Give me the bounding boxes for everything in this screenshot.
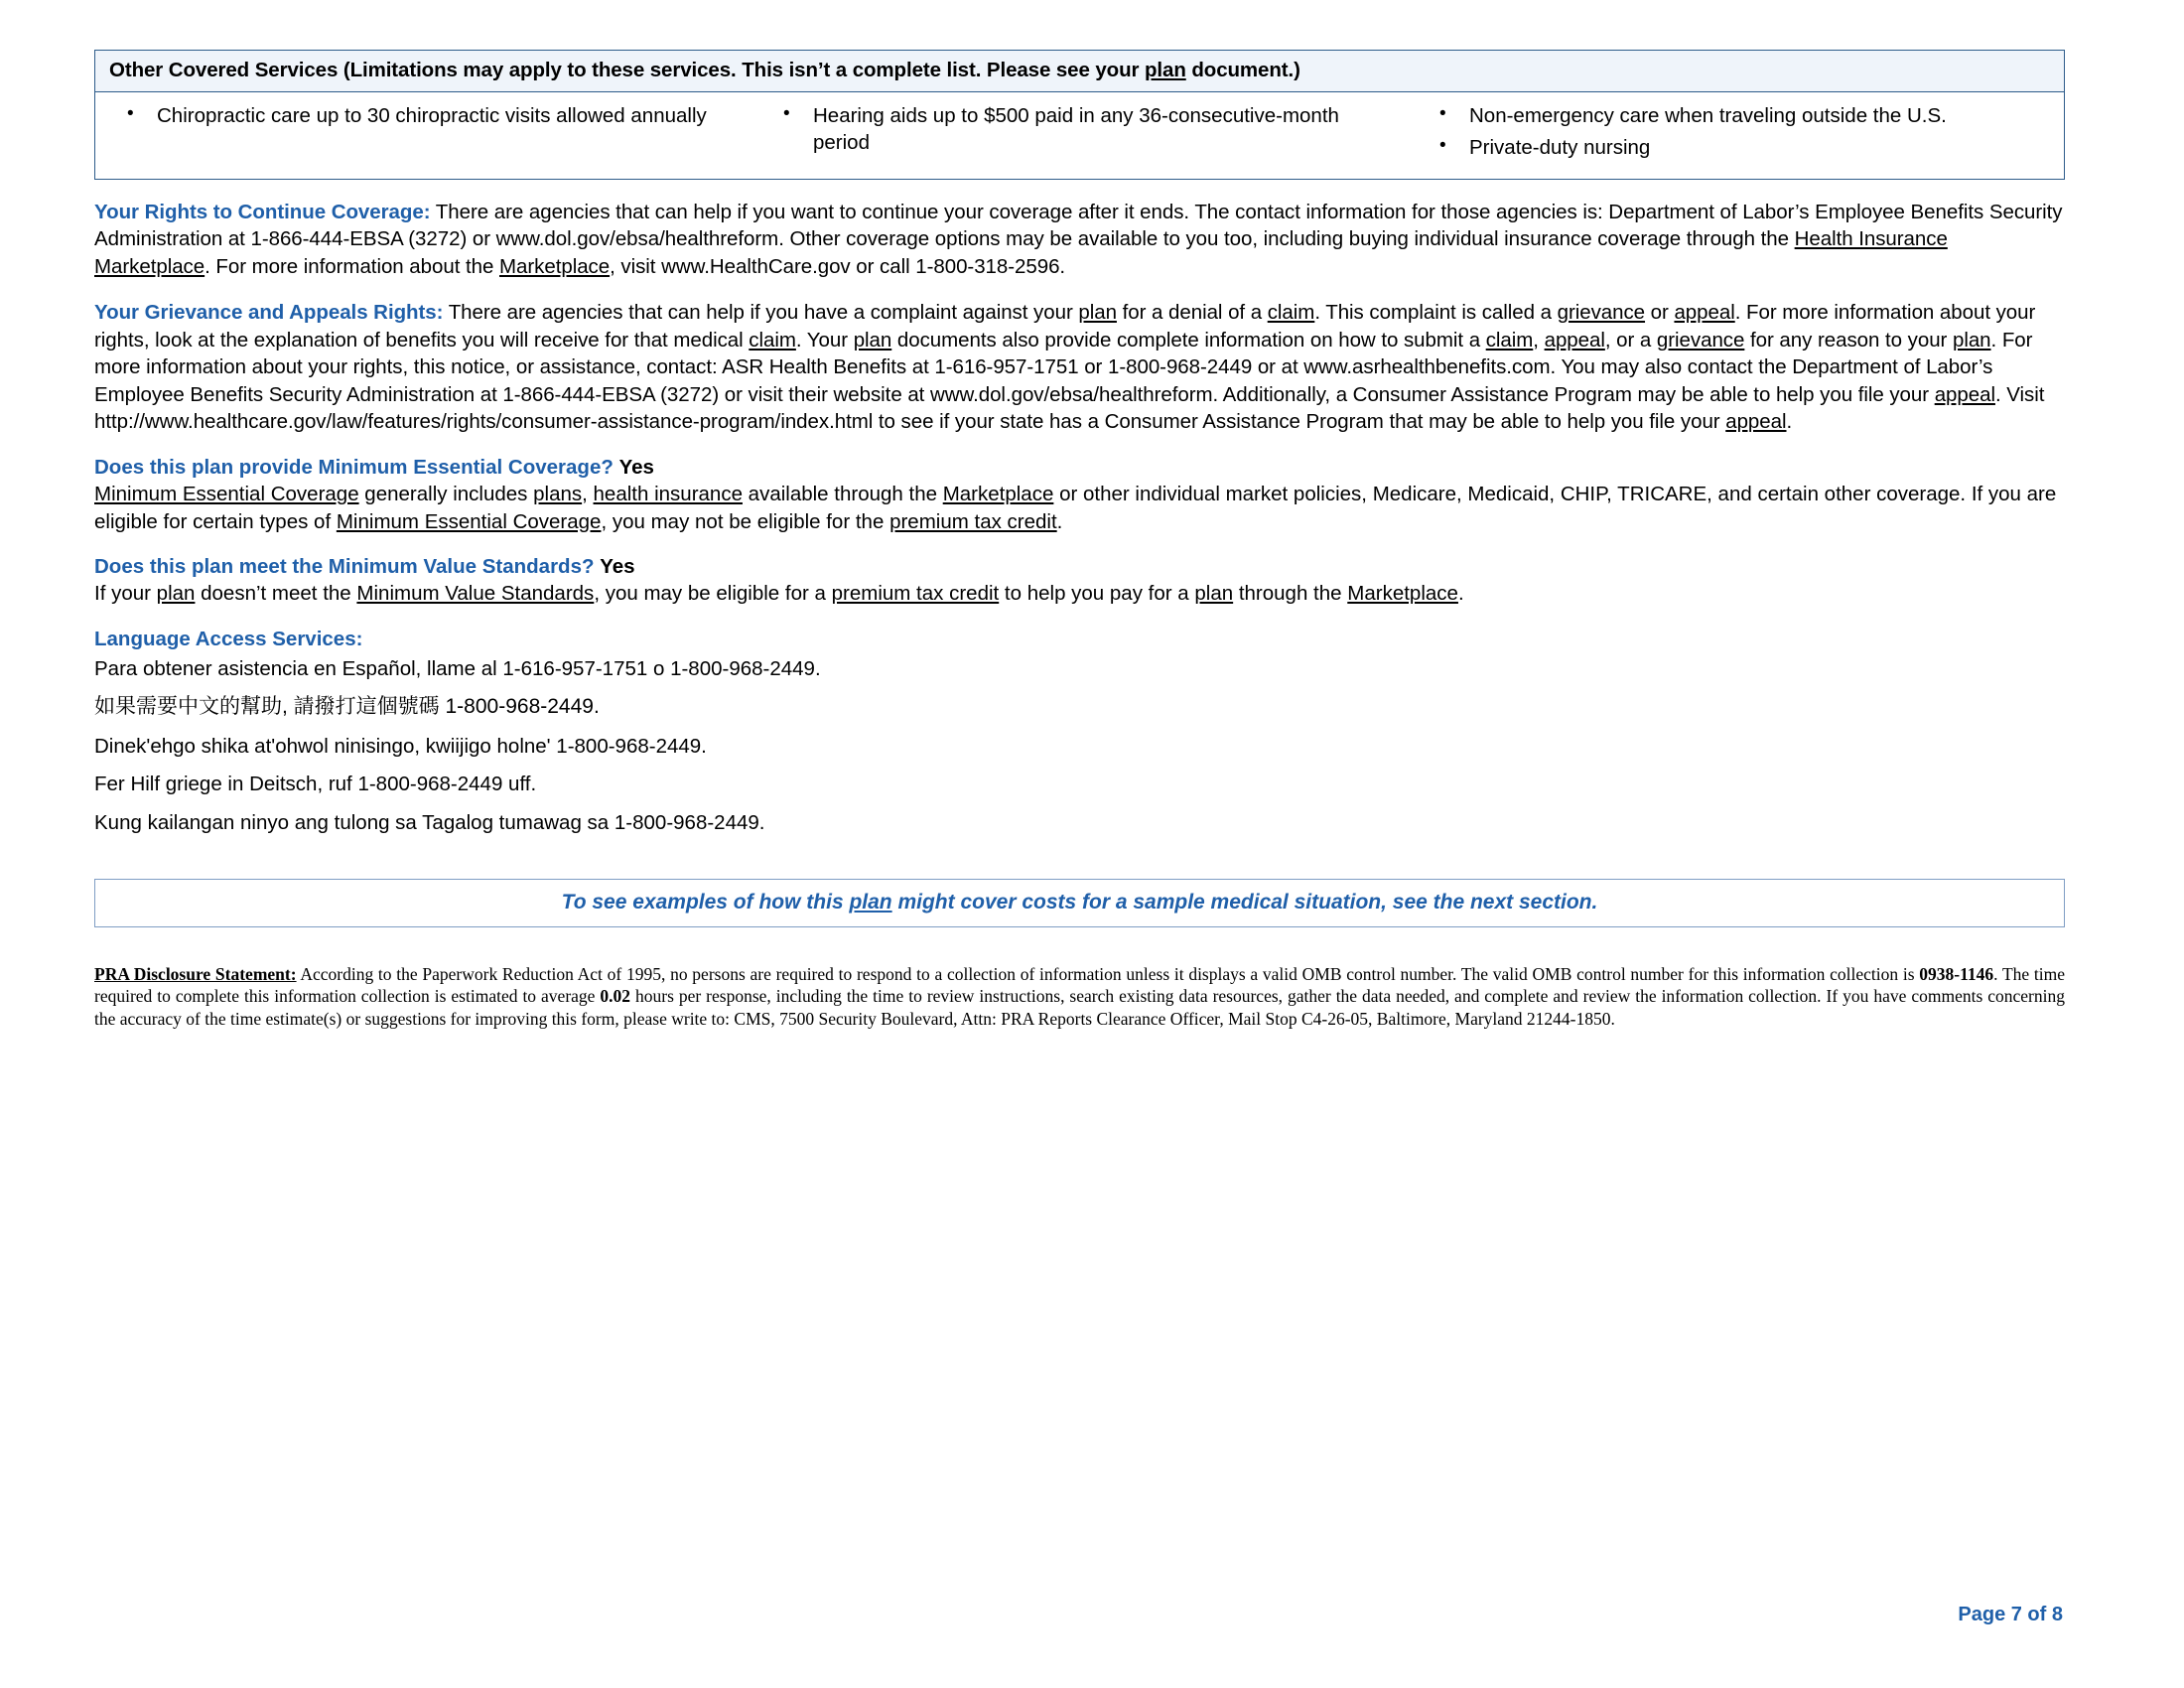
language-access-heading (94, 628, 2065, 651)
grievance-appeals-section (94, 299, 2065, 436)
ocs-column-3 (1408, 102, 2064, 167)
body-text: doesn’t meet the (195, 582, 357, 606)
marketplace-link: Marketplace (1347, 582, 1458, 606)
claim-link: claim (1267, 301, 1315, 325)
body-text: There are agencies that can help if you have a complaint against your (443, 301, 1079, 325)
section-heading: Your Rights to Continue Coverage: (94, 200, 431, 223)
list-item: • Non-emergency care when traveling outside the U.S. (1467, 102, 2048, 129)
other-covered-services-body (95, 92, 2064, 179)
grievance-link: grievance (1557, 301, 1646, 325)
body-text: documents also provide complete information on how to submit a (891, 328, 1486, 352)
minimum-value-standards-body (94, 580, 2065, 608)
pra-disclosure-statement (94, 963, 2065, 1031)
question-text: Does this plan meet the Minimum Value Standards? (94, 555, 595, 579)
list-item: • Hearing aids up to $500 paid in any 36-consecutive-month period (811, 102, 1392, 157)
body-text: or (1645, 301, 1675, 325)
section-heading: Language Access Services: (94, 627, 363, 650)
language-line-spanish: Para obtener asistencia en Español, llame al 1-616-957-1751 o 1-800-968-2449. (94, 656, 821, 680)
rights-to-continue-coverage-section (94, 199, 2065, 281)
plans-link: plans (533, 483, 583, 505)
body-text: , (582, 483, 594, 505)
plan-link: plan (1952, 328, 1991, 352)
body-text: According to the Paperwork Reduction Act of 1995, no persons are required to respond to a collection of information unless it displays a valid OMB control number. The valid OMB control number for this information collection is (296, 963, 1920, 984)
body-text: , (1533, 328, 1545, 352)
language-line-german: Fer Hilf griege in Deitsch, ruf 1-800-968-2449 uff. (94, 773, 537, 796)
body-text: for a denial of a (1116, 301, 1268, 325)
estimated-hours: 0.02 (600, 986, 631, 1007)
body-text: . Your (795, 328, 854, 352)
plan-link: plan (1194, 582, 1234, 606)
question-text: Does this plan provide Minimum Essential Coverage? (94, 456, 614, 479)
appeal-link: appeal (1674, 301, 1735, 325)
section-heading: Your Grievance and Appeals Rights: (94, 301, 444, 325)
answer-value: Yes (600, 555, 635, 579)
other-covered-services-box (94, 50, 2065, 180)
omb-control-number: 0938-1146 (1919, 963, 1994, 984)
body-text: If your (94, 582, 157, 606)
mec-link: Minimum Essential Coverage (336, 509, 602, 533)
body-text: . (1457, 582, 1464, 606)
callout-text (562, 891, 1598, 914)
other-covered-services-header (95, 51, 2064, 92)
body-text: or other individual market policies, Medicare, Medicaid, CHIP, TRICARE, and certain other coverage. If you are eligible for certain types of (94, 483, 2057, 533)
body-text: . This complaint is called a (1314, 301, 1558, 325)
body-text: . For more information about your rights, this notice, or assistance, contact: ASR Health Benefits at 1-616-957-1751 or 1-800-968-2449 or at www.asrhealthbenefits.com. You may also contact the Department of Labor’s Employee Benefits Security Administration at 1-866-444-EBSA (3272) or visit their website at www.dol.gov/ebsa/healthreform. Additionally, a Consumer Assistance Program may be able to help you file your (94, 328, 2033, 406)
premium-tax-credit-link: premium tax credit (889, 509, 1057, 533)
minimum-essential-coverage-body (94, 481, 2065, 535)
body-text: to help you pay for a (999, 582, 1195, 606)
health-insurance-link: health insurance (593, 483, 743, 505)
body-text: . (1786, 410, 1793, 434)
claim-link: claim (1485, 328, 1534, 352)
body-text: . For more information about your rights, look at the explanation of benefits you will receive for that medical (94, 301, 2036, 352)
language-line-tagalog: Kung kailangan ninyo ang tulong sa Tagalog tumawag sa 1-800-968-2449. (94, 811, 765, 835)
body-text: There are agencies that can help if you want to continue your coverage after it ends. The contact information for those agencies is: Department of Labor’s Employee Benefits Security Administration at 1-866-444-EBSA (3272) or www.dol.gov/ebsa/healthreform. Other coverage options may be available to you too, including buying individual insurance coverage through the (94, 200, 2063, 251)
language-line-navajo: Dinek'ehgo shika at'ohwol ninisingo, kwiijigo holne' 1-800-968-2449. (94, 734, 707, 758)
minimum-essential-coverage-question (94, 456, 2065, 480)
health-insurance-link: Health Insurance (1794, 227, 1948, 251)
ocs-header-suffix: document.) (1185, 59, 1300, 81)
body-text: through the (1233, 582, 1348, 606)
page-footer: Page 7 of 8 (1958, 1604, 2063, 1625)
body-text: , you may be eligible for a (594, 582, 832, 606)
appeal-link: appeal (1725, 410, 1787, 434)
body-text: . For more information about the (205, 254, 499, 278)
callout-text-part: might cover costs for a sample medical situation, see the next section. (891, 890, 1598, 914)
mec-link: Minimum Essential Coverage (94, 483, 359, 505)
ocs-header-prefix: Other Covered Services (Limitations may apply to these services. This isn’t a complete list. Please see your (109, 59, 1145, 81)
body-text: , visit www.HealthCare.gov or call 1-800-318-2596. (610, 254, 1066, 278)
answer-value: Yes (618, 456, 654, 479)
list-item: • Private-duty nursing (1467, 134, 2048, 161)
grievance-link: grievance (1656, 328, 1745, 352)
appeal-link: appeal (1544, 328, 1605, 352)
minimum-value-standards-question (94, 555, 2065, 579)
marketplace-link: Marketplace (942, 483, 1054, 505)
language-line-chinese: 如果需要中文的幫助, 請撥打這個號碼 1-800-968-2449. (94, 695, 600, 719)
plan-link: plan (849, 890, 892, 914)
plan-link: plan (853, 328, 892, 352)
body-text: , you may not be eligible for the (601, 509, 890, 533)
body-text: , or a (1604, 328, 1657, 352)
appeal-link: appeal (1934, 382, 1995, 406)
pra-label: PRA Disclosure Statement: (94, 963, 297, 984)
body-text: generally includes (358, 483, 534, 505)
body-text: for any reason to your (1744, 328, 1953, 352)
body-text: . (1056, 509, 1063, 533)
next-section-callout (94, 879, 2065, 927)
marketplace-link: Marketplace (499, 254, 611, 278)
claim-link: claim (749, 328, 796, 352)
list-item: • Chiropractic care up to 30 chiropractic visits allowed annually (155, 102, 736, 129)
body-text: available through the (742, 483, 943, 505)
plan-link: plan (1078, 301, 1117, 325)
ocs-header-plan-link: plan (1145, 59, 1186, 81)
mvs-link: Minimum Value Standards (356, 582, 595, 606)
callout-text-part: To see examples of how this (561, 890, 850, 914)
marketplace-link: Marketplace (94, 254, 205, 278)
body-text: . Visit http://www.healthcare.gov/law/features/rights/consumer-assistance-program/index.html to see if your state has a Consumer Assistance Program that may be able to help you file your (94, 382, 2045, 434)
ocs-column-2 (751, 102, 1408, 167)
ocs-column-1 (95, 102, 751, 167)
premium-tax-credit-link: premium tax credit (831, 582, 1000, 606)
body-text: . The time required to complete this information collection is estimated to average (94, 963, 2065, 1007)
plan-link: plan (156, 582, 196, 606)
body-text: hours per response, including the time to review instructions, search existing data resources, gather the data needed, and complete and review the information collection. If you have comments concerning the accuracy of the time estimate(s) or suggestions for improving this form, please write to: CMS, 7500 Security Boulevard, Attn: PRA Reports Clearance Officer, Mail Stop C4-26-05, Baltimore, Maryland 21244-1850. (94, 986, 2065, 1030)
